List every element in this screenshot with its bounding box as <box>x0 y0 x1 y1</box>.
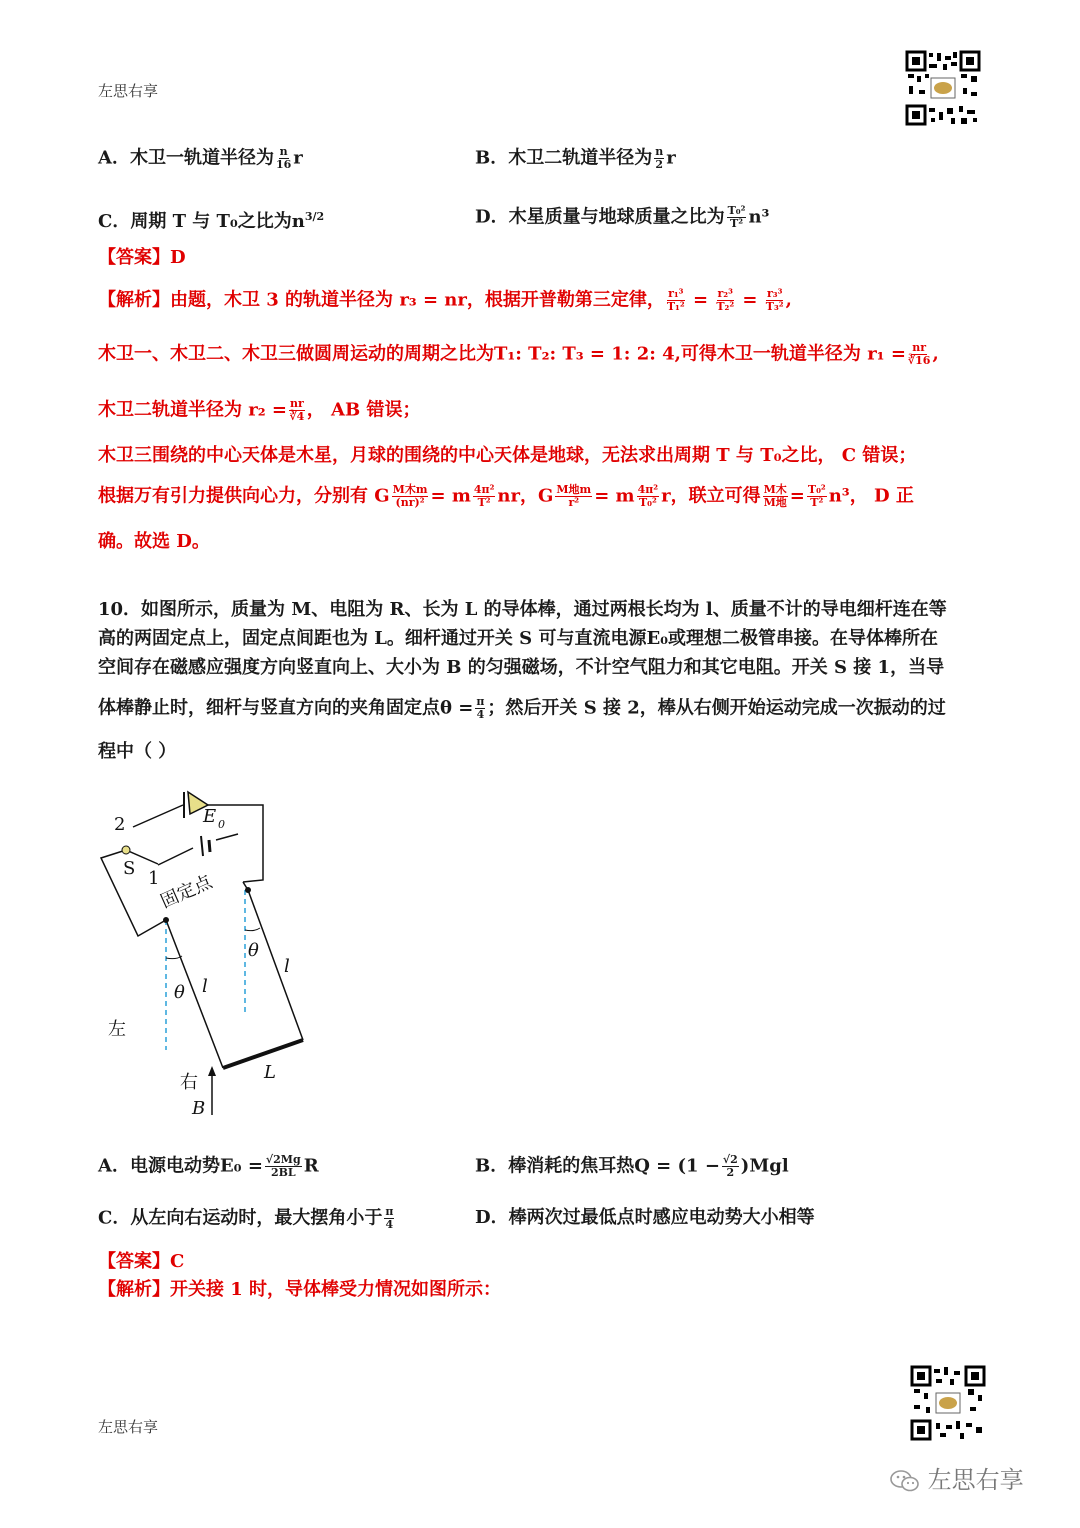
q10-option-a: A．电源电动势E₀ = $\frac{√2Mg}{2BL}$ R <box>98 1153 319 1179</box>
q9-option-d: D．木星质量与地球质量之比为 $\frac{\text{T₀²}}{\text{T²}}$ n³ <box>475 204 770 230</box>
b-field-label: B <box>192 1098 206 1119</box>
q9-explanation-1: 【解析】由题，木卫 3 的轨道半径为 r₃ = nr，根据开普勒第三定律， $\frac{\text{r₁³}}{\text{T₁²}}$ = $\frac{\text{r₂³}}{\text{T₂²}}$ = $\frac{\text{r₃³}}{\text{T₃²}}$ , <box>98 287 792 313</box>
wechat-watermark <box>890 1460 1024 1495</box>
wire <box>133 805 183 827</box>
header-brand: 左思右享 <box>98 82 159 100</box>
rod-length-left: l <box>202 976 208 997</box>
frac: $\frac{n}{16}$ <box>275 145 292 171</box>
theta-label-right: θ <box>248 940 259 961</box>
q10-option-c: C．从左向右运动时，最大摆角小于 $\frac{\pi}{4}$ <box>98 1205 394 1231</box>
terminal-label-1: 1 <box>148 868 160 889</box>
fixed-point-label: 固定点 <box>157 871 216 913</box>
footer-brand: 左思右享 <box>98 1418 159 1436</box>
q9-explanation-5: 根据万有引力提供向心力，分别有 G $\frac{\text{M木m}}{\text{(nr)²}}$ = m $\frac{\text{4π²}}{\text{T²}}$ nr，G $\frac{\text{M地m}}{\text{r²}}$ = m $\frac{\text{4π²}}{\text{T₀²}}$ r，联立可得 $\frac{\text{M木}}{\text{M地}}$ = $\frac{\text{T₀²}}{\text{T²}}$ n³， D 正 <box>98 483 914 509</box>
q9-option-a: A．木卫一轨道半径为 $\frac{n}{16}$ r <box>98 145 303 171</box>
q10-option-d: D．棒两次过最低点时感应电动势大小相等 <box>475 1207 815 1228</box>
fixed-point-right <box>245 887 251 893</box>
source-plate-short <box>209 840 210 852</box>
arrow-head-icon <box>208 1066 216 1076</box>
qr-code-icon <box>910 1365 986 1441</box>
qr-code-icon <box>905 50 981 126</box>
q9-option-b: B．木卫二轨道半径为 $\frac{n}{2}$ r <box>475 145 676 171</box>
wire <box>208 805 263 882</box>
terminal-label-2: 2 <box>114 814 126 835</box>
q9-explanation-2: 木卫一、木卫二、木卫三做圆周运动的周期之比为T₁: T₂: T₃ = 1: 2: 4,可得木卫一轨道半径为 r₁ = $\frac{nr}{∛16}$ , <box>98 341 939 367</box>
direction-right: 右 <box>180 1072 198 1093</box>
direction-left: 左 <box>108 1019 126 1040</box>
q10-explanation-1: 【解析】开关接 1 时，导体棒受力情况如图所示： <box>98 1279 502 1300</box>
q9-explanation-4: 木卫三围绕的中心天体是木星，月球的围绕的中心天体是地球，无法求出周期 T 与 T₀之比， C 错误； <box>98 445 917 466</box>
q10-stem-line-1: 10．如图所示，质量为 M、电阻为 R、长为 L 的导体棒，通过两根长均为 l、质量不计的导电细杆连在等 <box>98 599 947 620</box>
q10-option-b: B．棒消耗的焦耳热Q = (1 − $\frac{√2}{2}$ )Mgl <box>475 1153 789 1179</box>
bar-length-label: L <box>264 1062 276 1083</box>
conductor-bar <box>223 1040 303 1068</box>
source-label: E <box>203 806 217 827</box>
switch-pivot <box>122 846 130 854</box>
q10-answer: 【答案】C <box>98 1251 185 1272</box>
source-subscript: 0 <box>218 818 225 831</box>
rod-right <box>248 890 303 1040</box>
q9-explanation-6: 确。故选 D。 <box>98 531 210 552</box>
theta-label-left: θ <box>174 982 185 1003</box>
q10-stem-line-3: 空间存在磁感应强度方向竖直向上、大小为 B 的匀强磁场，不计空气阻力和其它电阻。开关 S 接 1，当导 <box>98 657 945 678</box>
q10-stem-line-4: 体棒静止时，细杆与竖直方向的夹角固定点θ = $\frac{\pi}{4}$ ；然后开关 S 接 2，棒从右侧开始运动完成一次振动的过 <box>98 695 946 721</box>
angle-arc-right <box>245 928 260 931</box>
q10-stem-line-5: 程中（ ） <box>98 741 177 762</box>
wire <box>158 848 193 865</box>
fixed-point-left <box>163 917 169 923</box>
wire <box>216 834 238 840</box>
q9-explanation-3: 木卫二轨道半径为 r₂ = $\frac{nr}{∛4}$ ， AB 错误； <box>98 397 421 423</box>
circuit-figure <box>98 770 338 1130</box>
source-plate-long <box>201 836 203 856</box>
wechat-label: 左思右享 <box>927 1466 1024 1494</box>
wechat-icon <box>890 1468 920 1494</box>
rod-length-right: l <box>284 956 290 977</box>
switch-label: S <box>123 858 136 879</box>
q9-answer: 【答案】D <box>98 247 186 268</box>
q10-stem-line-2: 高的两固定点上，固定点间距也为 L。细杆通过开关 S 可与直流电源E₀或理想二极管串接。在导体棒所在 <box>98 628 939 649</box>
q9-option-c: C．周期 T 与 T₀之比为$n^{3/2}$ <box>98 210 325 232</box>
